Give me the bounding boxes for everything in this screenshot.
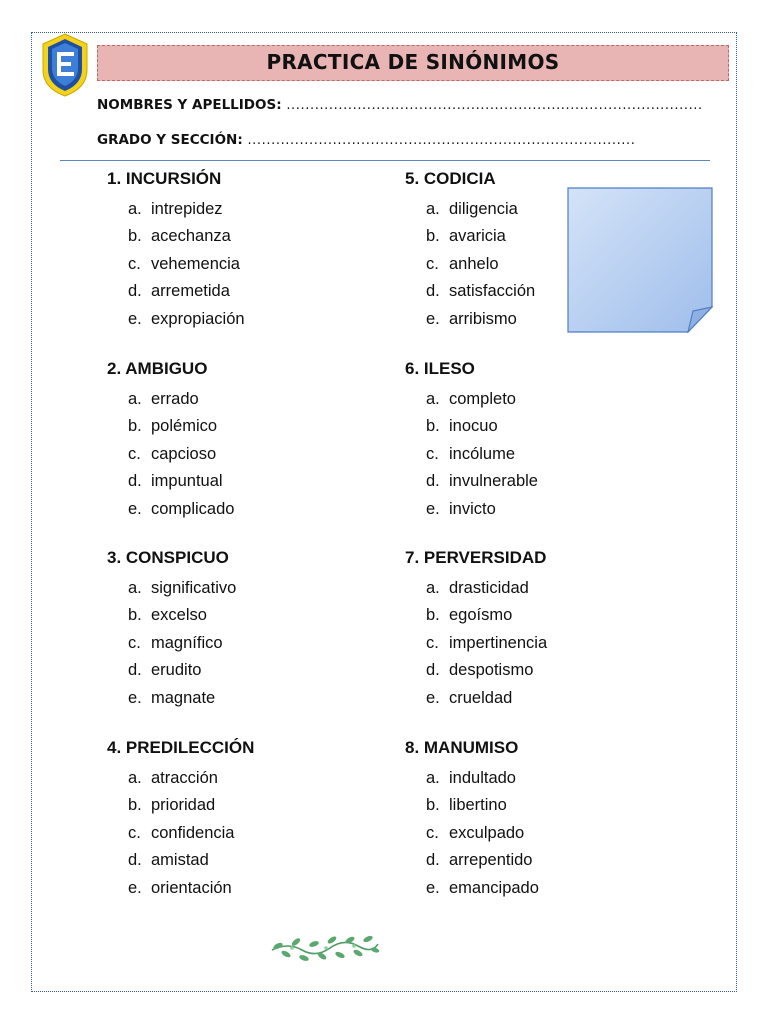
- option-text: vehemencia: [151, 254, 240, 273]
- option-item[interactable]: [128, 306, 245, 333]
- option-text: drasticidad: [449, 579, 529, 597]
- option-letter: b.: [128, 417, 142, 436]
- option-item[interactable]: [128, 575, 236, 602]
- header-divider: [60, 160, 710, 161]
- option-text: orientación: [151, 878, 232, 897]
- option-item[interactable]: [128, 386, 234, 413]
- option-list: [128, 196, 245, 333]
- option-letter: e.: [128, 878, 142, 897]
- option-text: erudito: [151, 661, 202, 680]
- option-text: significativo: [151, 579, 237, 597]
- option-text: polémico: [151, 417, 218, 436]
- option-list: [426, 386, 538, 523]
- option-letter: b.: [426, 606, 440, 625]
- option-item[interactable]: [426, 441, 538, 468]
- option-letter: b.: [426, 796, 440, 815]
- option-letter: e.: [128, 499, 142, 518]
- question-block: [107, 358, 407, 518]
- option-text: expropiación: [151, 309, 245, 328]
- option-text: completo: [449, 390, 516, 408]
- option-list: [128, 575, 236, 712]
- option-letter: b.: [128, 606, 142, 625]
- option-text: emancipado: [449, 878, 539, 897]
- option-item[interactable]: [426, 820, 539, 847]
- option-item[interactable]: [128, 685, 236, 712]
- option-text: anhelo: [449, 254, 499, 273]
- option-item[interactable]: [128, 441, 234, 468]
- option-letter: a.: [128, 390, 142, 408]
- option-item[interactable]: [426, 306, 535, 333]
- option-letter: d.: [128, 851, 142, 870]
- option-letter: c.: [128, 444, 141, 463]
- option-letter: e.: [426, 688, 440, 707]
- option-letter: c.: [426, 633, 439, 652]
- option-item[interactable]: [426, 575, 547, 602]
- option-letter: a.: [128, 769, 142, 787]
- option-letter: b.: [426, 227, 440, 246]
- option-letter: a.: [426, 200, 440, 218]
- question-title: 5. CODICIA: [405, 169, 496, 188]
- option-text: invicto: [449, 499, 496, 518]
- option-text: atracción: [151, 769, 218, 787]
- option-text: acechanza: [151, 227, 231, 246]
- option-item[interactable]: [426, 496, 538, 523]
- option-item[interactable]: [128, 875, 234, 902]
- question-title: 4. PREDILECCIÓN: [107, 738, 255, 757]
- option-text: inocuo: [449, 417, 498, 436]
- option-letter: a.: [426, 390, 440, 408]
- sticky-note: [567, 187, 713, 333]
- question-title: 1. INCURSIÓN: [107, 169, 222, 188]
- option-text: complicado: [151, 499, 235, 518]
- option-text: excelso: [151, 606, 207, 625]
- option-letter: b.: [128, 227, 142, 246]
- option-text: prioridad: [151, 796, 216, 815]
- option-letter: e.: [426, 309, 440, 328]
- option-text: crueldad: [449, 688, 513, 707]
- option-item[interactable]: [128, 468, 234, 495]
- option-item[interactable]: [426, 468, 538, 495]
- option-item[interactable]: [128, 413, 234, 440]
- option-letter: b.: [426, 417, 440, 436]
- option-letter: a.: [128, 579, 142, 597]
- option-text: egoísmo: [449, 606, 513, 625]
- option-item[interactable]: [426, 278, 535, 305]
- option-text: avaricia: [449, 227, 506, 246]
- option-item[interactable]: [128, 278, 245, 305]
- option-text: intrepidez: [151, 200, 223, 218]
- option-list: [128, 765, 234, 902]
- option-letter: c.: [128, 823, 141, 842]
- option-item[interactable]: [426, 602, 547, 629]
- option-list: [426, 196, 535, 333]
- option-item[interactable]: [426, 765, 539, 792]
- option-text: despotismo: [449, 661, 534, 680]
- option-text: errado: [151, 390, 199, 408]
- option-letter: c.: [128, 633, 141, 652]
- option-letter: b.: [128, 796, 142, 815]
- option-letter: e.: [426, 878, 440, 897]
- question-title: 7. PERVERSIDAD: [405, 548, 547, 567]
- question-block: [107, 737, 407, 897]
- option-text: libertino: [449, 796, 507, 815]
- option-letter: a.: [426, 579, 440, 597]
- option-text: satisfacción: [449, 282, 536, 301]
- option-letter: a.: [426, 769, 440, 787]
- option-list: [128, 386, 234, 523]
- option-item[interactable]: [128, 602, 236, 629]
- grade-dots: ..................................................................................: [247, 133, 636, 148]
- option-letter: d.: [426, 472, 440, 491]
- option-text: diligencia: [449, 200, 518, 218]
- option-letter: d.: [128, 282, 142, 301]
- option-text: amistad: [151, 851, 209, 870]
- option-text: arrepentido: [449, 851, 533, 870]
- question-title: 8. MANUMISO: [405, 738, 519, 757]
- option-item[interactable]: [128, 223, 245, 250]
- option-text: magnífico: [151, 633, 223, 652]
- option-item[interactable]: [128, 792, 234, 819]
- option-list: [426, 765, 539, 902]
- option-text: capcioso: [151, 444, 217, 463]
- option-item[interactable]: [128, 820, 234, 847]
- vine-ornament: [268, 928, 382, 966]
- title-bar: [97, 45, 729, 81]
- option-letter: d.: [128, 661, 142, 680]
- question-title: 6. ILESO: [405, 359, 475, 378]
- option-letter: d.: [426, 851, 440, 870]
- names-field: [97, 97, 703, 113]
- option-letter: c.: [426, 444, 439, 463]
- option-item[interactable]: [128, 251, 245, 278]
- option-text: magnate: [151, 688, 216, 707]
- option-letter: c.: [128, 254, 141, 273]
- option-text: incólume: [449, 444, 516, 463]
- option-text: invulnerable: [449, 472, 538, 491]
- option-text: impertinencia: [449, 633, 548, 652]
- option-item[interactable]: [426, 792, 539, 819]
- option-letter: a.: [128, 200, 142, 218]
- option-item[interactable]: [426, 657, 547, 684]
- option-item[interactable]: [426, 386, 538, 413]
- option-text: confidencia: [151, 823, 235, 842]
- option-item[interactable]: [128, 630, 236, 657]
- question-block: [405, 358, 705, 518]
- option-letter: d.: [128, 472, 142, 491]
- option-item[interactable]: [426, 630, 547, 657]
- question-block: [405, 547, 705, 707]
- option-item[interactable]: [128, 847, 234, 874]
- school-shield-logo: [40, 32, 90, 98]
- option-item[interactable]: [128, 657, 236, 684]
- question-block: [107, 168, 407, 328]
- option-item[interactable]: [426, 196, 535, 223]
- option-text: exculpado: [449, 823, 525, 842]
- grade-label: GRADO Y SECCIÓN:: [97, 132, 243, 148]
- option-item[interactable]: [128, 196, 245, 223]
- option-letter: d.: [426, 661, 440, 680]
- option-text: impuntual: [151, 472, 223, 491]
- option-text: arremetida: [151, 282, 230, 301]
- option-item[interactable]: [128, 496, 234, 523]
- option-letter: e.: [128, 309, 142, 328]
- option-item[interactable]: [128, 765, 234, 792]
- option-item[interactable]: [426, 251, 535, 278]
- option-item[interactable]: [426, 875, 539, 902]
- option-letter: e.: [128, 688, 142, 707]
- option-item[interactable]: [426, 413, 538, 440]
- question-title: 3. CONSPICUO: [107, 548, 229, 567]
- option-letter: c.: [426, 823, 439, 842]
- question-block: [405, 737, 705, 897]
- names-label: NOMBRES Y APELLIDOS:: [97, 97, 282, 113]
- option-letter: c.: [426, 254, 439, 273]
- option-item[interactable]: [426, 847, 539, 874]
- option-text: arribismo: [449, 309, 517, 328]
- page-title: PRACTICA DE SINÓNIMOS: [266, 50, 560, 74]
- option-text: indultado: [449, 769, 516, 787]
- option-letter: d.: [426, 282, 440, 301]
- option-letter: e.: [426, 499, 440, 518]
- option-list: [426, 575, 547, 712]
- grade-field: [97, 132, 636, 148]
- option-item[interactable]: [426, 223, 535, 250]
- question-block: [107, 547, 407, 707]
- question-title: 2. AMBIGUO: [107, 359, 208, 378]
- option-item[interactable]: [426, 685, 547, 712]
- names-dots: ........................................................................................: [286, 98, 703, 113]
